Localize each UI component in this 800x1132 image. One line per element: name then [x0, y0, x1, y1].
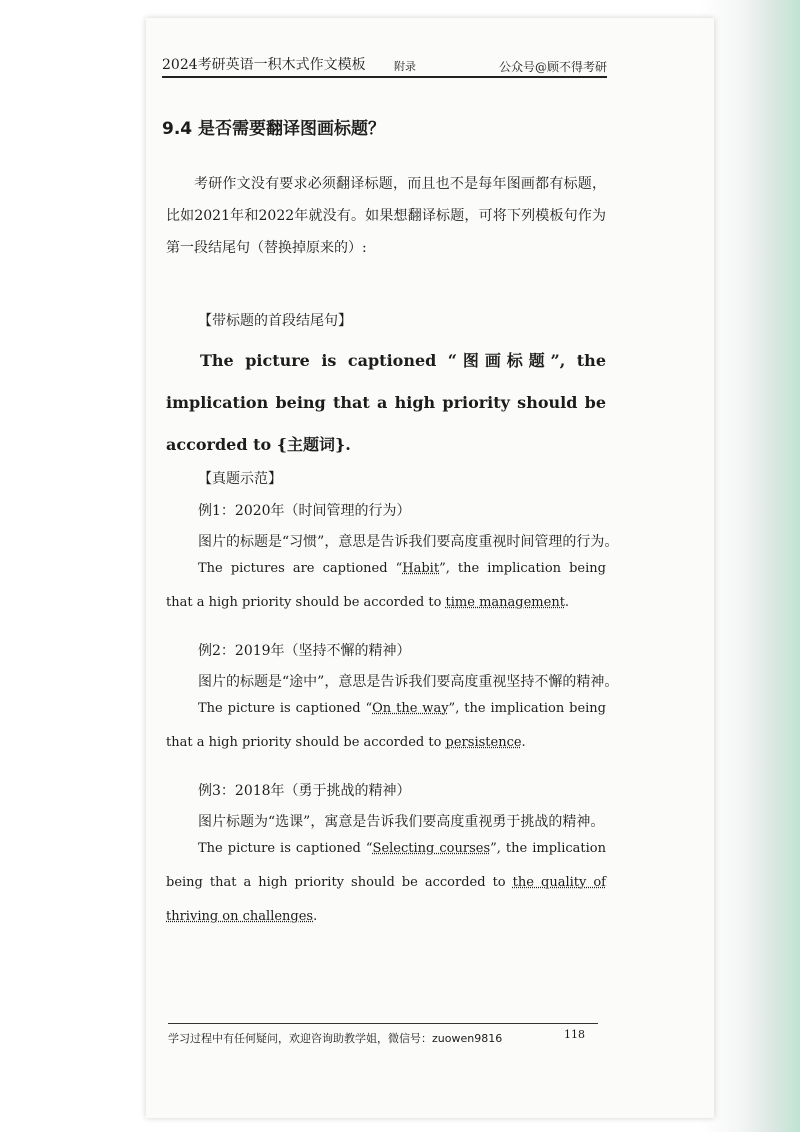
example-1-english: The pictures are captioned “Habit”, the implication being that a high priority should be accorded to time management. [166, 561, 606, 610]
header-section: 附录 [394, 60, 416, 73]
example-3-title: 例3：2018年（勇于挑战的精神） [198, 783, 411, 799]
example-3-caption: Selecting courses [372, 841, 491, 856]
header-book-title: 2024考研英语一积木式作文模板 [162, 57, 366, 73]
example-3-chinese: 图片标题为“选课”，寓意是告诉我们要高度重视勇于挑战的精神。 [198, 814, 605, 830]
section-title: 9.4 是否需要翻译图画标题？ [162, 119, 386, 139]
header-divider [162, 76, 607, 78]
examples-label: 【真题示范】 [198, 471, 282, 487]
example-2-topic: persistence [445, 735, 522, 750]
page-number: 118 [564, 1028, 585, 1041]
template-sentence: The picture is captioned “图画标题”, the implication being that a high priority should be accorded to {主题词}. [166, 351, 606, 454]
footer-contact: 学习过程中有任何疑问，欢迎咨询助教学姐，微信号：zuowen9816 [168, 1032, 503, 1045]
example-2-title: 例2：2019年（坚持不懈的精神） [198, 643, 411, 659]
example-1-chinese: 图片的标题是“习惯”，意思是告诉我们要高度重视时间管理的行为。 [198, 534, 619, 550]
example-1-topic: time management [445, 595, 565, 610]
example-1-caption: Habit [402, 561, 440, 576]
template-label: 【带标题的首段结尾句】 [198, 313, 352, 329]
book-page [146, 18, 714, 1118]
example-2-caption: On the way [372, 701, 449, 716]
example-1-title: 例1：2020年（时间管理的行为） [198, 503, 411, 519]
intro-paragraph: 考研作文没有要求必须翻译标题，而且也不是每年图画都有标题，比如2021年和2022年就没有。如果想翻译标题，可将下列模板句作为第一段结尾句（替换掉原来的）: [166, 176, 606, 256]
page-header [162, 52, 607, 76]
header-account: 公众号@顾不得考研 [498, 60, 607, 74]
footer-divider [168, 1023, 598, 1024]
example-2-chinese: 图片的标题是“途中”，意思是告诉我们要高度重视坚持不懈的精神。 [198, 674, 619, 690]
example-3-topic: the quality of thriving on challenges [166, 875, 606, 924]
example-3-english: The picture is captioned “Selecting courses”, the implication being that a high priority should be accorded to the quality of thriving on challenges. [166, 841, 606, 924]
example-2-english: The picture is captioned “On the way”, the implication being that a high priority should be accorded to persistence. [166, 701, 606, 750]
page-edge-background [700, 0, 800, 1132]
